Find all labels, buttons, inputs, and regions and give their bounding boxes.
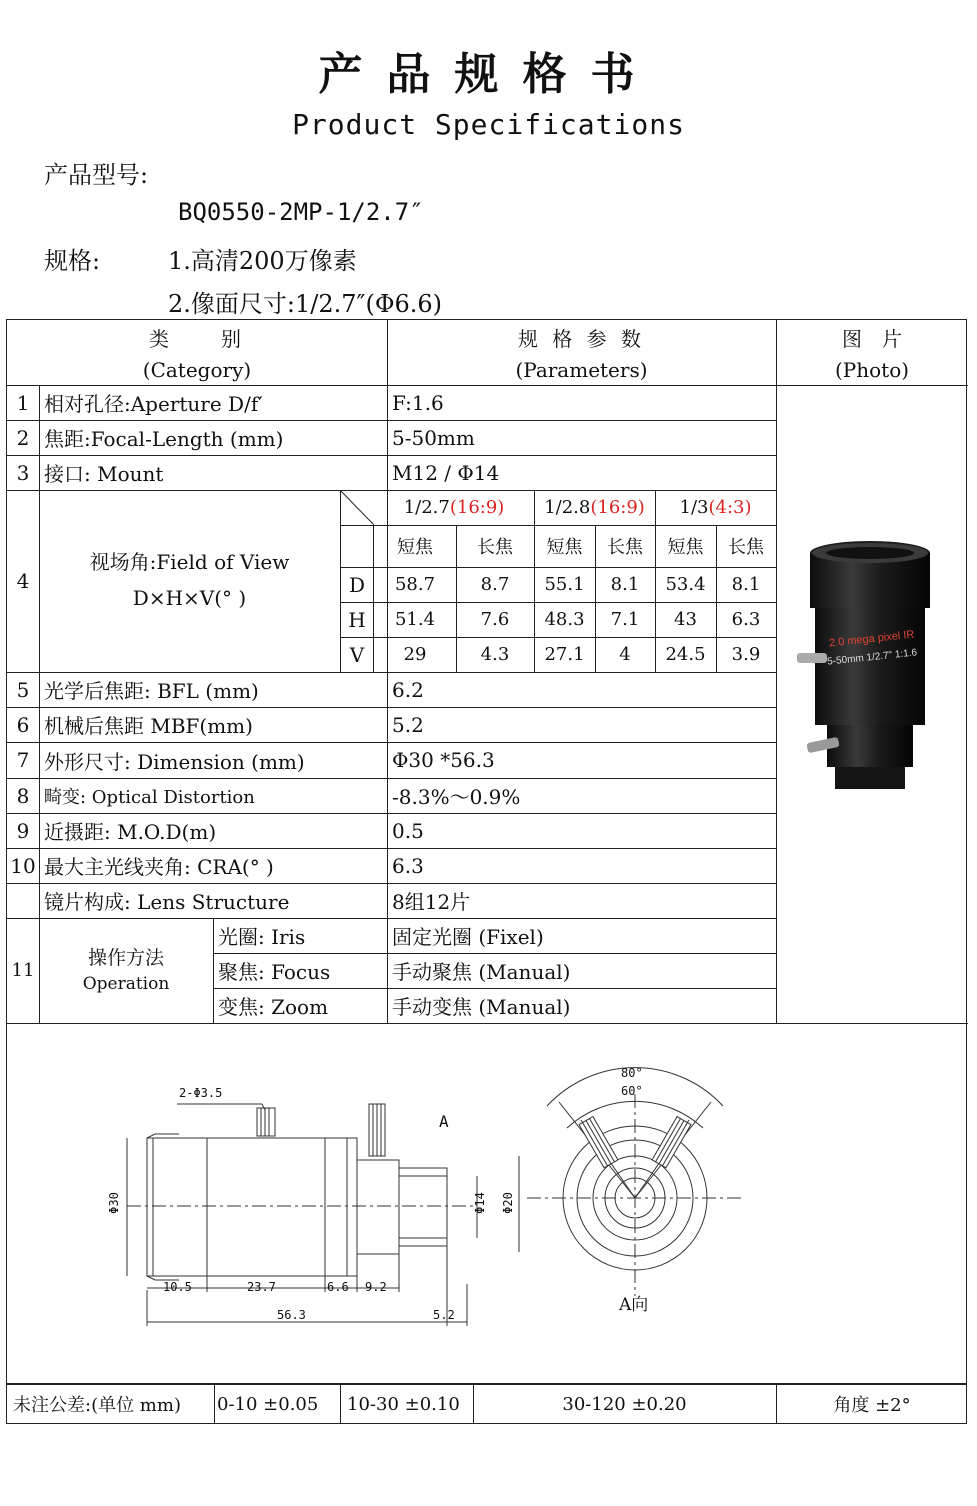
- model-label: 产品型号:: [44, 161, 149, 189]
- fov-value: 3.9: [731, 644, 761, 665]
- row-number: 5: [16, 677, 30, 702]
- row-value: -8.3%～0.9%: [392, 785, 521, 809]
- fov-value: 55.1: [544, 574, 585, 595]
- row-value: 6.2: [392, 677, 424, 702]
- operation-value: 手动聚焦 (Manual): [392, 960, 571, 984]
- row-number: 4: [16, 569, 30, 593]
- row-number: [7, 883, 39, 918]
- fov-value: 24.5: [665, 644, 706, 665]
- fov-value: 48.3: [544, 609, 585, 630]
- fov-value: 4.3: [480, 644, 510, 665]
- header-category-en: (Category): [142, 358, 252, 382]
- fov-sub-header: 短焦: [546, 537, 583, 558]
- row-label: 近摄距: M.O.D(m): [44, 820, 217, 844]
- fov-format-header: 1/3 (4:3): [679, 497, 752, 518]
- fov-value: 8.7: [480, 574, 510, 595]
- row-value: Φ30 *56.3: [392, 748, 495, 772]
- dimension-total: 56.3: [277, 1308, 306, 1322]
- row-value: 0.5: [392, 818, 424, 843]
- operation-item: 光圈: Iris: [218, 925, 306, 949]
- fov-label: 视场角:Field of View: [89, 549, 290, 574]
- page-title-cn: 产品规格书: [318, 49, 659, 100]
- dimension: 9.2: [365, 1280, 387, 1294]
- row-number: 11: [11, 960, 35, 981]
- row-label: 机械后焦距 MBF(mm): [44, 714, 253, 738]
- fov-format-header: 1/2.7 (16:9): [403, 497, 505, 518]
- spec-item-1: 1.高清200万像素: [168, 247, 357, 275]
- fov-sub-header: 长焦: [477, 537, 513, 558]
- spec-item-2: 2.像面尺寸:1/2.7″(Φ6.6): [168, 290, 443, 318]
- row-number: 9: [16, 818, 30, 843]
- row-label: 最大主光线夹角: CRA(° ): [44, 855, 274, 879]
- operation-label-cn: 操作方法: [87, 946, 164, 969]
- fov-value: 51.4: [394, 609, 436, 630]
- row-label: 相对孔径:Aperture D/f′: [44, 392, 263, 416]
- tolerance-value: 0-10 ±0.05: [217, 1393, 319, 1415]
- fov-sub-header: 长焦: [728, 537, 764, 558]
- operation-item: 变焦: Zoom: [218, 995, 329, 1019]
- angle-60: 60°: [621, 1084, 643, 1098]
- fov-value: 6.3: [731, 609, 761, 630]
- mechanical-drawing: [6, 1024, 967, 1384]
- page-title-en: Product Specifications: [292, 108, 685, 141]
- fov-value: 8.1: [610, 574, 640, 595]
- header-category-cn: 类 别: [149, 326, 245, 351]
- fov-value: 43: [674, 609, 697, 630]
- row-value: 6.3: [392, 853, 424, 878]
- fov-sub-header: 短焦: [397, 537, 433, 558]
- fov-value: 58.7: [394, 574, 436, 595]
- diagonal-divider: [340, 490, 374, 525]
- fov-value: 29: [403, 644, 427, 665]
- model-value: BQ0550-2MP-1/2.7″: [178, 198, 424, 226]
- lens-photo: [787, 535, 962, 800]
- row-value: 5.2: [392, 712, 424, 737]
- tolerance-label: 未注公差:(单位 mm): [13, 1395, 181, 1416]
- fov-value: 7.1: [610, 609, 640, 630]
- operation-value: 手动变焦 (Manual): [392, 995, 571, 1019]
- fov-axis: V: [349, 642, 365, 667]
- header-photo-en: (Photo): [834, 358, 910, 382]
- view-a-marker: A: [439, 1112, 449, 1131]
- spec-table: [6, 319, 967, 1024]
- row-number: 8: [16, 783, 30, 808]
- operation-item: 聚焦: Focus: [218, 960, 331, 984]
- row-number: 6: [16, 712, 30, 737]
- view-a-label: A向: [619, 1295, 649, 1315]
- dimension-dia-30: Φ30: [106, 1192, 121, 1214]
- row-value: 8组12片: [392, 890, 471, 914]
- row-label: 光学后焦距: BFL (mm): [44, 679, 259, 703]
- row-number: 7: [16, 748, 30, 772]
- fov-sub-header: 短焦: [667, 537, 704, 558]
- row-label: 镜片构成: Lens Structure: [44, 890, 290, 914]
- fov-unit: D×H×V(° ): [132, 586, 247, 610]
- tolerance-angle: 角度 ±2°: [833, 1395, 911, 1416]
- header-params-en: (Parameters): [515, 358, 648, 382]
- row-number: 10: [10, 853, 36, 878]
- row-number: 3: [16, 460, 30, 485]
- fov-value: 8.1: [731, 574, 761, 595]
- tolerance-value: 10-30 ±0.10: [347, 1393, 460, 1415]
- dimension-mbf: 5.2: [433, 1308, 455, 1322]
- lens-print-2: 5-50mm 1/2.7" 1:1.6: [826, 647, 918, 668]
- dimension-dia-14: Φ14: [472, 1192, 487, 1214]
- fov-value: 7.6: [480, 609, 510, 630]
- spec-label: 规格:: [44, 247, 101, 275]
- lens-print-1: 2.0 mega pixel IR: [828, 628, 915, 650]
- row-value: 5-50mm: [392, 425, 475, 450]
- row-number: 1: [16, 390, 30, 415]
- fov-sub-header: 长焦: [607, 537, 643, 558]
- angle-80: 80°: [621, 1066, 643, 1080]
- row-value: M12 / Φ14: [392, 460, 500, 485]
- fov-format-header: 1/2.8 (16:9): [544, 497, 645, 518]
- fov-axis: D: [348, 572, 366, 597]
- fov-value: 27.1: [544, 644, 585, 665]
- header-params-cn: 规 格 参 数: [517, 326, 646, 351]
- fov-value: 53.4: [665, 574, 706, 595]
- row-label: 外形尺寸: Dimension (mm): [44, 749, 305, 774]
- row-number: 2: [16, 425, 30, 450]
- tolerance-row: [6, 1384, 967, 1424]
- row-label: 畸变: Optical Distortion: [44, 786, 255, 808]
- row-value: F:1.6: [392, 390, 444, 415]
- hole-spec: 2-Φ3.5: [179, 1086, 223, 1100]
- row-label: 接口: Mount: [44, 462, 164, 486]
- fov-axis: H: [348, 607, 366, 632]
- dimension: 23.7: [247, 1280, 276, 1294]
- header-photo-cn: 图 片: [842, 326, 902, 351]
- row-label: 焦距:Focal-Length (mm): [44, 427, 284, 451]
- dimension: 6.6: [327, 1280, 349, 1294]
- dimension-dia-20: Φ20: [500, 1192, 515, 1214]
- operation-value: 固定光圈 (Fixel): [392, 925, 544, 949]
- tolerance-value: 30-120 ±0.20: [562, 1393, 687, 1415]
- operation-label-en: Operation: [82, 974, 170, 994]
- dimension: 10.5: [163, 1280, 192, 1294]
- fov-value: 4: [619, 644, 631, 665]
